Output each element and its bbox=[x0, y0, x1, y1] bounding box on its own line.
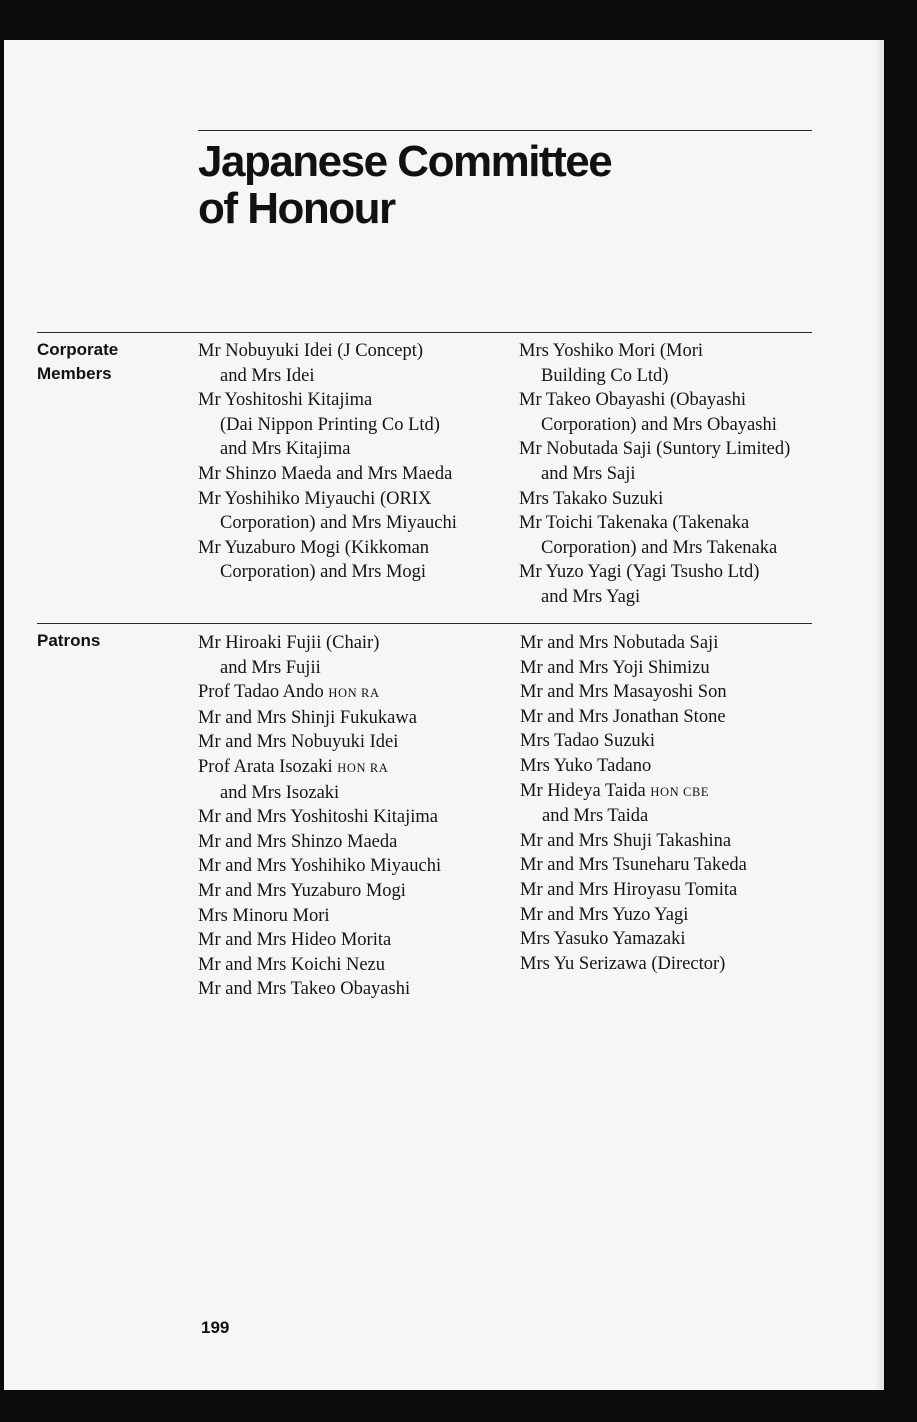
patron-entry bbox=[520, 754, 747, 779]
patron-entry bbox=[198, 730, 441, 755]
patron-line bbox=[198, 854, 441, 879]
patron-line bbox=[198, 730, 441, 755]
honour-postnominal: HON RA bbox=[337, 760, 389, 775]
patron-name-text: Mr Hideya Taida bbox=[520, 780, 646, 801]
patron-entry bbox=[198, 977, 441, 1002]
patron-entry bbox=[198, 904, 441, 929]
patron-name-text: Mrs Minoru Mori bbox=[198, 905, 330, 926]
corporate-member-line: Mr Toichi Takenaka (Takenaka bbox=[519, 513, 750, 534]
patron-entry bbox=[520, 656, 747, 681]
corporate-member-line: and Mrs Idei bbox=[220, 365, 315, 386]
patron-entry bbox=[198, 680, 441, 706]
patron-line bbox=[520, 779, 747, 805]
patron-name-text: Mrs Yu Serizawa (Director) bbox=[520, 953, 726, 974]
patron-entry bbox=[198, 953, 441, 978]
patron-entry bbox=[520, 853, 747, 878]
patron-name-text: Mr and Mrs Yuzaburo Mogi bbox=[198, 880, 406, 901]
corporate-member-line: Building Co Ltd) bbox=[541, 365, 669, 386]
corporate-member-line: Mrs Yoshiko Mori (Mori bbox=[519, 341, 704, 361]
corporate-member-line: Corporation) and Mrs Mogi bbox=[220, 562, 427, 583]
corporate-member-entry bbox=[519, 487, 790, 512]
page-number: 199 bbox=[201, 1318, 230, 1337]
patron-line bbox=[520, 631, 747, 656]
patron-name-text: and Mrs Taida bbox=[542, 806, 649, 827]
patron-name-text: Mr and Mrs Shinzo Maeda bbox=[198, 831, 398, 852]
corporate-member-line: Mr Yoshitoshi Kitajima bbox=[198, 390, 373, 411]
patron-name-text: Prof Arata Isozaki bbox=[198, 756, 333, 777]
honour-postnominal: HON CBE bbox=[650, 784, 710, 799]
patron-line bbox=[198, 904, 441, 929]
patron-entry bbox=[198, 854, 441, 879]
patron-name-text: Mr and Mrs Nobutada Saji bbox=[520, 633, 719, 653]
corporate-member-entry bbox=[198, 339, 457, 388]
page-title-line-1: Japanese Committee bbox=[198, 137, 612, 186]
patron-name-text: Mrs Yasuko Yamazaki bbox=[520, 929, 686, 950]
patron-line bbox=[198, 977, 441, 1002]
patron-entry bbox=[520, 705, 747, 730]
patron-name-text: Mr and Mrs Yoshihiko Miyauchi bbox=[198, 856, 442, 877]
patron-name-text: Mrs Yuko Tadano bbox=[520, 755, 652, 776]
patron-entry bbox=[198, 805, 441, 830]
corporate-member-line: and Mrs Saji bbox=[541, 463, 636, 484]
patron-name-text: Mr and Mrs Shinji Fukukawa bbox=[198, 707, 417, 728]
patrons-right-column bbox=[520, 631, 747, 976]
patron-entry bbox=[520, 829, 747, 854]
corporate-member-line: Corporation) and Mrs Obayashi bbox=[541, 414, 777, 435]
corporate-member-entry bbox=[198, 536, 457, 585]
patron-line bbox=[198, 755, 441, 781]
patron-name-text: Mr Hiroaki Fujii (Chair) bbox=[198, 633, 380, 653]
patron-line bbox=[198, 680, 441, 706]
patron-name-text: Mr and Mrs Yuzo Yagi bbox=[520, 904, 689, 925]
page-title bbox=[198, 138, 611, 232]
patron-line bbox=[520, 952, 747, 977]
corporate-members-heading-line-1: Corporate bbox=[37, 340, 119, 359]
corporate-member-line: Mr Takeo Obayashi (Obayashi bbox=[519, 390, 746, 411]
corporate-member-entry bbox=[198, 388, 457, 462]
corporate-members-left-column bbox=[198, 339, 457, 585]
corporate-members-heading-line-2: Members bbox=[37, 364, 112, 383]
corporate-member-entry bbox=[519, 339, 790, 388]
title-rule bbox=[198, 130, 812, 131]
corporate-members-heading bbox=[37, 338, 118, 386]
corporate-member-line: Mr Yuzaburo Mogi (Kikkoman bbox=[198, 537, 430, 558]
honour-postnominal: HON RA bbox=[328, 686, 380, 701]
corporate-member-line: Mr Shinzo Maeda and Mrs Maeda bbox=[198, 463, 453, 484]
corporate-member-line: Mrs Takako Suzuki bbox=[519, 488, 664, 509]
patron-line bbox=[198, 953, 441, 978]
patron-name-text: Mrs Tadao Suzuki bbox=[520, 731, 656, 752]
patron-line bbox=[198, 879, 441, 904]
patron-line bbox=[520, 853, 747, 878]
corporate-members-rule bbox=[37, 332, 812, 333]
corporate-members-right-column bbox=[519, 339, 790, 610]
corporate-member-entry bbox=[519, 437, 790, 486]
patron-line bbox=[198, 656, 441, 681]
patron-entry bbox=[198, 755, 441, 805]
patron-name-text: and Mrs Isozaki bbox=[220, 782, 340, 803]
corporate-member-entry bbox=[519, 511, 790, 560]
patron-entry bbox=[520, 903, 747, 928]
corporate-member-line: Mr Nobutada Saji (Suntory Limited) bbox=[519, 439, 791, 460]
patron-name-text: Mr and Mrs Hiroyasu Tomita bbox=[520, 879, 738, 900]
patrons-rule bbox=[37, 623, 812, 624]
document-page bbox=[4, 40, 884, 1390]
corporate-member-entry bbox=[519, 560, 790, 609]
patron-line bbox=[520, 903, 747, 928]
patron-line bbox=[520, 754, 747, 779]
corporate-member-line: Mr Yoshihiko Miyauchi (ORIX bbox=[198, 488, 432, 509]
patron-name-text: Mr and Mrs Koichi Nezu bbox=[198, 954, 386, 975]
patron-line bbox=[198, 631, 441, 656]
corporate-member-line: Mr Yuzo Yagi (Yagi Tsusho Ltd) bbox=[519, 562, 760, 583]
patron-entry bbox=[520, 729, 747, 754]
patron-line bbox=[520, 656, 747, 681]
corporate-member-line: and Mrs Yagi bbox=[541, 586, 641, 607]
corporate-member-line: and Mrs Kitajima bbox=[220, 439, 351, 460]
patron-entry bbox=[520, 631, 747, 656]
patron-line bbox=[198, 781, 441, 806]
patron-line bbox=[520, 804, 747, 829]
patron-line bbox=[198, 706, 441, 731]
corporate-member-line: Corporation) and Mrs Miyauchi bbox=[220, 513, 457, 534]
patron-line bbox=[520, 829, 747, 854]
patron-line bbox=[520, 729, 747, 754]
patron-line bbox=[520, 927, 747, 952]
patron-name-text: Mr and Mrs Yoshitoshi Kitajima bbox=[198, 807, 439, 828]
corporate-member-entry bbox=[198, 462, 457, 487]
patron-name-text: and Mrs Fujii bbox=[220, 657, 321, 678]
patron-name-text: Mr and Mrs Hideo Morita bbox=[198, 930, 392, 951]
patron-entry bbox=[198, 928, 441, 953]
corporate-member-entry bbox=[198, 487, 457, 536]
patron-name-text: Mr and Mrs Yoji Shimizu bbox=[520, 657, 710, 678]
patron-name-text: Mr and Mrs Masayoshi Son bbox=[520, 682, 727, 703]
patron-entry bbox=[520, 927, 747, 952]
corporate-member-entry bbox=[519, 388, 790, 437]
page-title-line-2: of Honour bbox=[198, 184, 395, 233]
patron-line bbox=[520, 878, 747, 903]
corporate-member-line: (Dai Nippon Printing Co Ltd) bbox=[220, 414, 440, 435]
page-edge-shadow bbox=[874, 40, 884, 1390]
corporate-member-line: Mr Nobuyuki Idei (J Concept) bbox=[198, 341, 424, 361]
patron-line bbox=[198, 928, 441, 953]
patron-line bbox=[520, 705, 747, 730]
patron-name-text: Mr and Mrs Jonathan Stone bbox=[520, 706, 726, 727]
patron-line bbox=[520, 680, 747, 705]
patron-entry bbox=[520, 952, 747, 977]
patron-name-text: Mr and Mrs Nobuyuki Idei bbox=[198, 732, 399, 753]
patron-entry bbox=[520, 680, 747, 705]
patron-name-text: Mr and Mrs Shuji Takashina bbox=[520, 830, 732, 851]
patrons-left-column bbox=[198, 631, 441, 1002]
patron-entry bbox=[198, 879, 441, 904]
patron-entry bbox=[198, 631, 441, 680]
patron-entry bbox=[520, 779, 747, 829]
patron-name-text: Prof Tadao Ando bbox=[198, 682, 324, 703]
patron-entry bbox=[198, 830, 441, 855]
patron-entry bbox=[520, 878, 747, 903]
patron-name-text: Mr and Mrs Tsuneharu Takeda bbox=[520, 855, 747, 876]
patron-line bbox=[198, 830, 441, 855]
patrons-heading: Patrons bbox=[37, 631, 101, 650]
patron-line bbox=[198, 805, 441, 830]
patron-name-text: Mr and Mrs Takeo Obayashi bbox=[198, 979, 411, 1000]
patron-entry bbox=[198, 706, 441, 731]
corporate-member-line: Corporation) and Mrs Takenaka bbox=[541, 537, 778, 558]
